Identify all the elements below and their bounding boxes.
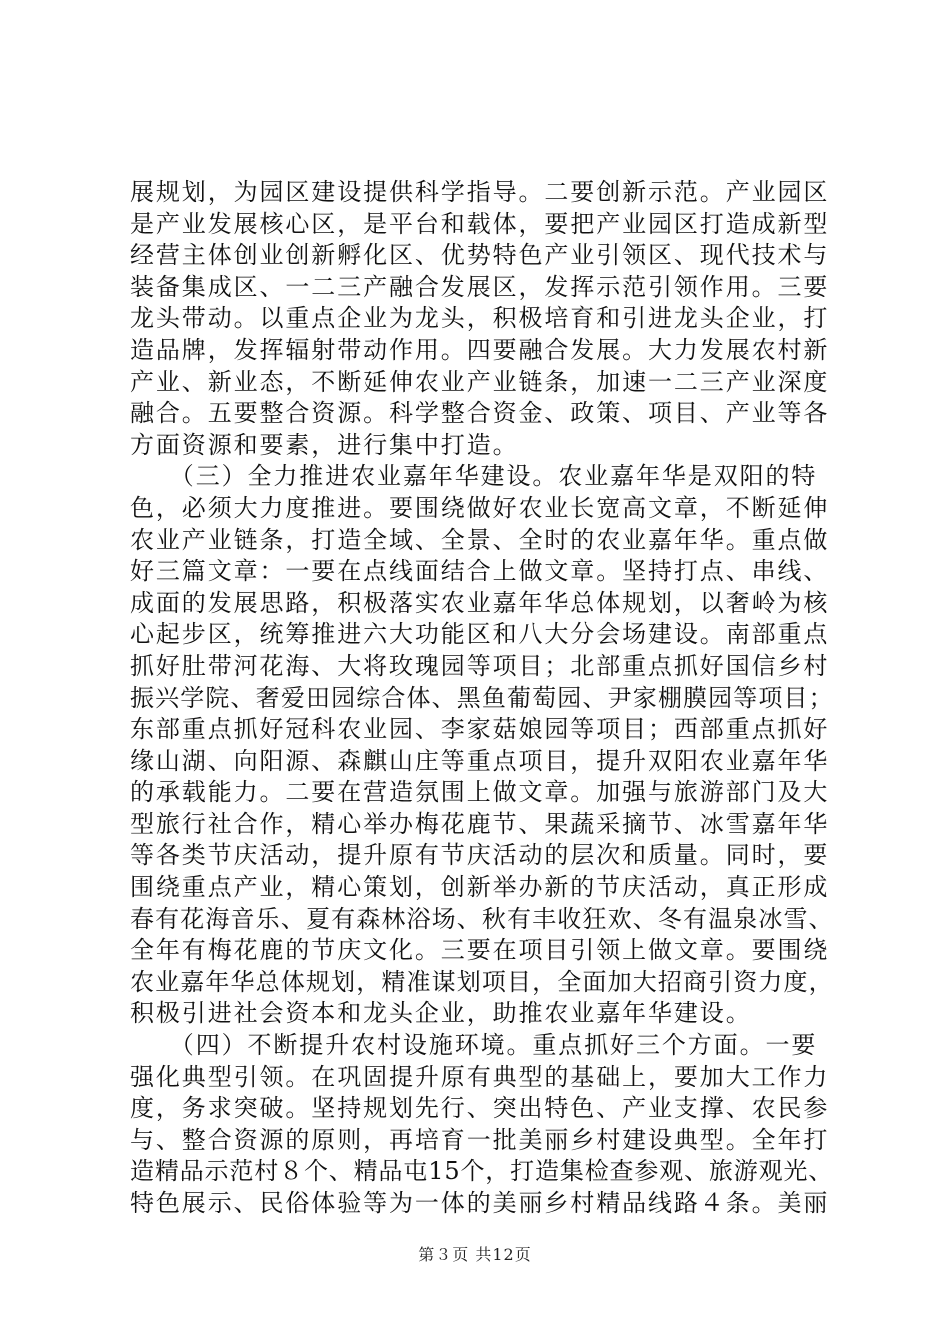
text-line: 装备集成区、一二三产融合发展区，发挥示范引领作用。三要 — [130, 272, 830, 301]
text-line: 抓好肚带河花海、大将玫瑰园等项目；北部重点抓好国信乡村 — [130, 651, 830, 680]
text-line: 成面的发展思路，积极落实农业嘉年华总体规划，以奢岭为核 — [130, 588, 830, 617]
text-line: 围绕重点产业，精心策划，创新举办新的节庆活动，真正形成 — [130, 873, 830, 902]
text-line: 是产业发展核心区，是平台和载体，要把产业园区打造成新型 — [130, 209, 830, 238]
text-line: 经营主体创业创新孵化区、优势特色产业引领区、现代技术与 — [130, 241, 830, 270]
text-line: 方面资源和要素，进行集中打造。 — [130, 430, 519, 459]
text-line: 与、整合资源的原则，再培育一批美丽乡村建设典型。全年打 — [130, 1125, 830, 1154]
page-footer: 第３页 共12页 — [418, 1245, 532, 1264]
text-line: （四）不断提升农村设施环境。重点抓好三个方面。一要 — [130, 1031, 818, 1060]
text-line: 度，务求突破。坚持规划先行、突出特色、产业支撑、农民参 — [130, 1094, 830, 1123]
text-line: 春有花海音乐、夏有森林浴场、秋有丰收狂欢、冬有温泉冰雪、 — [130, 904, 834, 933]
text-line: 造品牌，发挥辐射带动作用。四要融合发展。大力发展农村新 — [130, 335, 830, 364]
text-line: 融合。五要整合资源。科学整合资金、政策、项目、产业等各 — [130, 399, 830, 428]
text-line: 色，必须大力度推进。要围绕做好农业长宽高文章，不断延伸 — [130, 493, 830, 522]
body-text — [130, 177, 835, 1220]
text-line: 好三篇文章：一要在点线面结合上做文章。坚持打点、串线、 — [130, 557, 830, 586]
text-line: （三）全力推进农业嘉年华建设。农业嘉年华是双阳的特 — [130, 462, 818, 491]
text-line: 强化典型引领。在巩固提升原有典型的基础上，要加大工作力 — [130, 1062, 830, 1091]
text-line: 心起步区，统筹推进六大功能区和八大分会场建设。南部重点 — [130, 620, 830, 649]
text-line: 缘山湖、向阳源、森麒山庄等重点项目，提升双阳农业嘉年华 — [130, 746, 830, 775]
text-line: 振兴学院、奢爱田园综合体、黑鱼葡萄园、尹家棚膜园等项目； — [130, 683, 834, 712]
text-line: 农业嘉年华总体规划，精准谋划项目，全面加大招商引资力度， — [130, 967, 834, 996]
text-line: 全年有梅花鹿的节庆文化。三要在项目引领上做文章。要围绕 — [130, 936, 830, 965]
text-line: 东部重点抓好冠科农业园、李家菇娘园等项目；西部重点抓好 — [130, 715, 830, 744]
text-line: 的承载能力。二要在营造氛围上做文章。加强与旅游部门及大 — [130, 778, 830, 807]
text-line: 造精品示范村８个、精品屯15个，打造集检查参观、旅游观光、 — [130, 1157, 834, 1186]
text-line: 龙头带动。以重点企业为龙头，积极培育和引进龙头企业，打 — [130, 304, 830, 333]
text-line: 产业、新业态，不断延伸农业产业链条，加速一二三产业深度 — [130, 367, 830, 396]
text-line: 展规划，为园区建设提供科学指导。二要创新示范。产业园区 — [130, 178, 830, 206]
text-line: 型旅行社合作，精心举办梅花鹿节、果蔬采摘节、冰雪嘉年华 — [130, 809, 830, 838]
text-line: 农业产业链条，打造全域、全景、全时的农业嘉年华。重点做 — [130, 525, 830, 554]
text-line: 等各类节庆活动，提升原有节庆活动的层次和质量。同时，要 — [130, 841, 830, 870]
text-line: 积极引进社会资本和龙头企业，助推农业嘉年华建设。 — [130, 999, 752, 1028]
text-line: 特色展示、民俗体验等为一体的美丽乡村精品线路４条。美丽 — [130, 1189, 830, 1217]
